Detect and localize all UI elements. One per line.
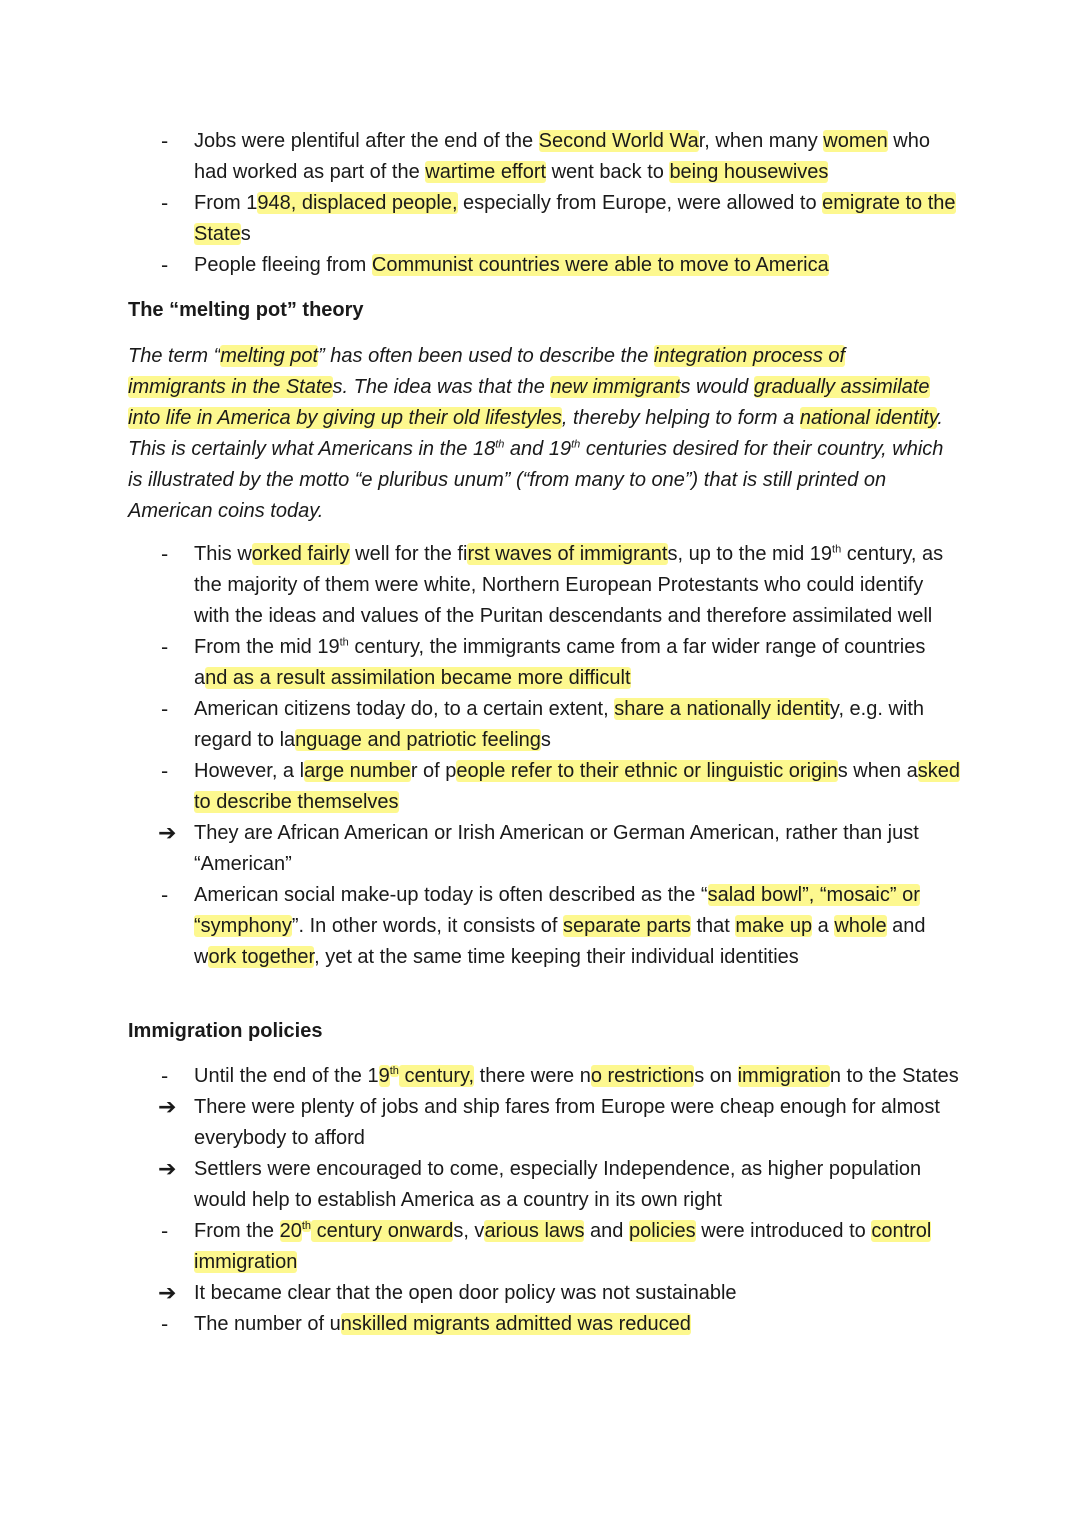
highlighted-text: th <box>301 1220 312 1233</box>
text-run: The number of u <box>194 1313 341 1335</box>
list-item <box>0 1309 1080 1340</box>
highlighted-text: century onward <box>311 1220 454 1242</box>
list-item <box>0 1216 1080 1278</box>
highlighted-text: women <box>823 130 888 152</box>
text-run: Until the end of the 1 <box>194 1065 379 1087</box>
text-run: The term “ <box>128 345 221 367</box>
highlighted-text: new immigrant <box>550 376 681 398</box>
heading-immigration-policies: Immigration policies <box>128 1020 323 1042</box>
text-run: From the <box>194 1220 280 1242</box>
text-run: American citizens today do, to a certain extent, <box>194 698 615 720</box>
highlighted-text: salad bowl”, “mosaic” or “symphony <box>194 884 920 937</box>
highlighted-text: make up <box>735 915 813 937</box>
superscript: th <box>571 438 581 451</box>
list-item <box>0 1061 1080 1092</box>
highlighted-text: wartime effort <box>425 161 547 183</box>
highlighted-text: arious laws <box>484 1220 585 1242</box>
list-item <box>0 1092 1080 1154</box>
highlighted-text: Communist countries were able to move to America <box>371 254 829 276</box>
highlighted-text: control immigration <box>194 1220 932 1273</box>
dash-bullet-icon: - <box>161 1064 169 1088</box>
highlighted-text: share a nationally identit <box>614 698 830 720</box>
text-run: centuries desired for their country, which is illustrated by the motto “e pluribus unum” (“from many to one”) that is still printed on American coins today. <box>128 438 944 522</box>
list-item <box>0 188 1080 250</box>
dash-bullet-icon: - <box>161 697 169 721</box>
text-run: This w <box>194 543 252 565</box>
highlighted-text: nguage and patriotic feeling <box>295 729 541 751</box>
text-run: ” has often been used to describe the <box>318 345 654 367</box>
dash-bullet-icon: - <box>161 759 169 783</box>
highlighted-text: nd as a result assimilation became more difficult <box>205 667 631 689</box>
text-run: Settlers were encouraged to come, especially Independence, as higher population would help to establish America as a country in its own right <box>194 1158 922 1211</box>
list-item <box>0 632 1080 694</box>
highlighted-text: being housewives <box>669 161 829 183</box>
text-run: there were n <box>474 1065 591 1087</box>
dash-bullet-icon: - <box>161 191 169 215</box>
text-run: went back to <box>546 161 670 183</box>
list-item <box>0 126 1080 188</box>
dash-bullet-icon: - <box>161 129 169 153</box>
text-run: People fleeing from <box>194 254 372 276</box>
highlighted-text: arge numbe <box>304 760 411 782</box>
heading-melting-pot: The “melting pot” theory <box>128 299 364 321</box>
dash-bullet-icon: - <box>161 883 169 907</box>
highlighted-text: eople refer to their ethnic or linguistic origin <box>456 760 838 782</box>
arrow-icon: ➔ <box>158 821 177 846</box>
text-run: a <box>812 915 835 937</box>
text-run: and 19 <box>504 438 572 460</box>
text-run: century, the immigrants came from a far wider range of countries a <box>194 636 926 689</box>
text-run: n to the States <box>829 1065 959 1087</box>
text-run: They are African American or Irish American or German American, rather than just “American” <box>194 822 919 875</box>
arrow-icon: ➔ <box>158 1095 177 1120</box>
dash-bullet-icon: - <box>161 542 169 566</box>
list-item <box>0 1154 1080 1216</box>
list-item <box>0 250 1080 281</box>
highlighted-text: separate parts <box>563 915 691 937</box>
text-run: There were plenty of jobs and ship fares from Europe were cheap enough for almost everybody to afford <box>194 1096 940 1149</box>
text-run: s on <box>694 1065 738 1087</box>
text-run: s <box>240 223 251 245</box>
text-run: From the mid 19 <box>194 636 340 658</box>
text-run: were introduced to <box>695 1220 872 1242</box>
text-run: century, as the majority of them were white, Northern European Protestants who could identify with the ideas and values of the Puritan descendants and therefore assimilated well <box>194 543 944 627</box>
dash-bullet-icon: - <box>161 1219 169 1243</box>
highlighted-text: Second World Wa <box>538 130 699 152</box>
text-run: and <box>584 1220 629 1242</box>
text-run: It became clear that the open door policy was not sustainable <box>194 1282 737 1304</box>
text-run: and w <box>194 915 926 968</box>
list-item <box>0 880 1080 973</box>
text-run: ”. In other words, it consists of <box>291 915 564 937</box>
text-run: well for the fi <box>349 543 468 565</box>
text-run: y, e.g. with regard to la <box>194 698 925 751</box>
text-run: r of p <box>410 760 457 782</box>
highlighted-text: o restriction <box>590 1065 695 1087</box>
text-run: , thereby helping to form a <box>561 407 800 429</box>
dash-bullet-icon: - <box>161 253 169 277</box>
highlighted-text: whole <box>834 915 887 937</box>
melting-pot-paragraph <box>128 341 948 527</box>
text-run: However, a l <box>194 760 305 782</box>
dash-bullet-icon: - <box>161 635 169 659</box>
bullet-list-postwar <box>0 126 1080 281</box>
superscript: th <box>339 636 349 649</box>
text-run: r, when many <box>698 130 824 152</box>
highlighted-text: 20 <box>279 1220 302 1242</box>
text-run: s would <box>680 376 754 398</box>
text-run: . This is certainly what Americans in the 18 <box>128 407 943 460</box>
text-run: s when a <box>837 760 918 782</box>
text-run: s, up to the mid 19 <box>667 543 833 565</box>
text-run: Jobs were plentiful after the end of the <box>194 130 539 152</box>
dash-bullet-icon: - <box>161 1312 169 1336</box>
text-run: , yet at the same time keeping their individual identities <box>314 946 799 968</box>
highlighted-text: 9 <box>378 1065 390 1087</box>
text-run: From 1 <box>194 192 258 214</box>
highlighted-text: orked fairly <box>251 543 350 565</box>
text-run: that <box>690 915 736 937</box>
text-run: s. The idea was that the <box>332 376 551 398</box>
text-run: who had worked as part of the <box>194 130 930 183</box>
superscript: th <box>495 438 505 451</box>
text-run: s <box>540 729 551 751</box>
highlighted-text: gradually assimilate into life in America by giving up their old lifestyles <box>128 376 930 429</box>
list-item <box>0 1278 1080 1309</box>
highlighted-text: nskilled migrants admitted was reduced <box>340 1313 691 1335</box>
list-item <box>0 694 1080 756</box>
highlighted-text: immigratio <box>737 1065 830 1087</box>
highlighted-text: melting pot <box>220 345 319 367</box>
list-item <box>0 818 1080 880</box>
highlighted-text: 948, displaced people, <box>257 192 458 214</box>
arrow-icon: ➔ <box>158 1157 177 1182</box>
highlighted-text: policies <box>628 1220 696 1242</box>
bullet-list-immigration <box>0 1061 1080 1340</box>
highlighted-text: rst waves of immigrant <box>467 543 668 565</box>
text-run: American social make-up today is often described as the “ <box>194 884 708 906</box>
highlighted-text: century, <box>398 1065 475 1087</box>
superscript: th <box>832 543 842 556</box>
highlighted-text: national identity <box>799 407 938 429</box>
list-item <box>0 756 1080 818</box>
text-run: especially from Europe, were allowed to <box>457 192 823 214</box>
highlighted-text: th <box>389 1065 399 1078</box>
highlighted-text: ork together <box>208 946 315 968</box>
arrow-icon: ➔ <box>158 1281 177 1306</box>
text-run: s, v <box>453 1220 485 1242</box>
highlighted-text: integration process of immigrants in the State <box>128 345 846 398</box>
list-item <box>0 539 1080 632</box>
highlighted-text: sked to describe themselves <box>194 760 961 813</box>
bullet-list-melting-pot <box>0 539 1080 973</box>
highlighted-text: emigrate to the State <box>194 192 956 245</box>
